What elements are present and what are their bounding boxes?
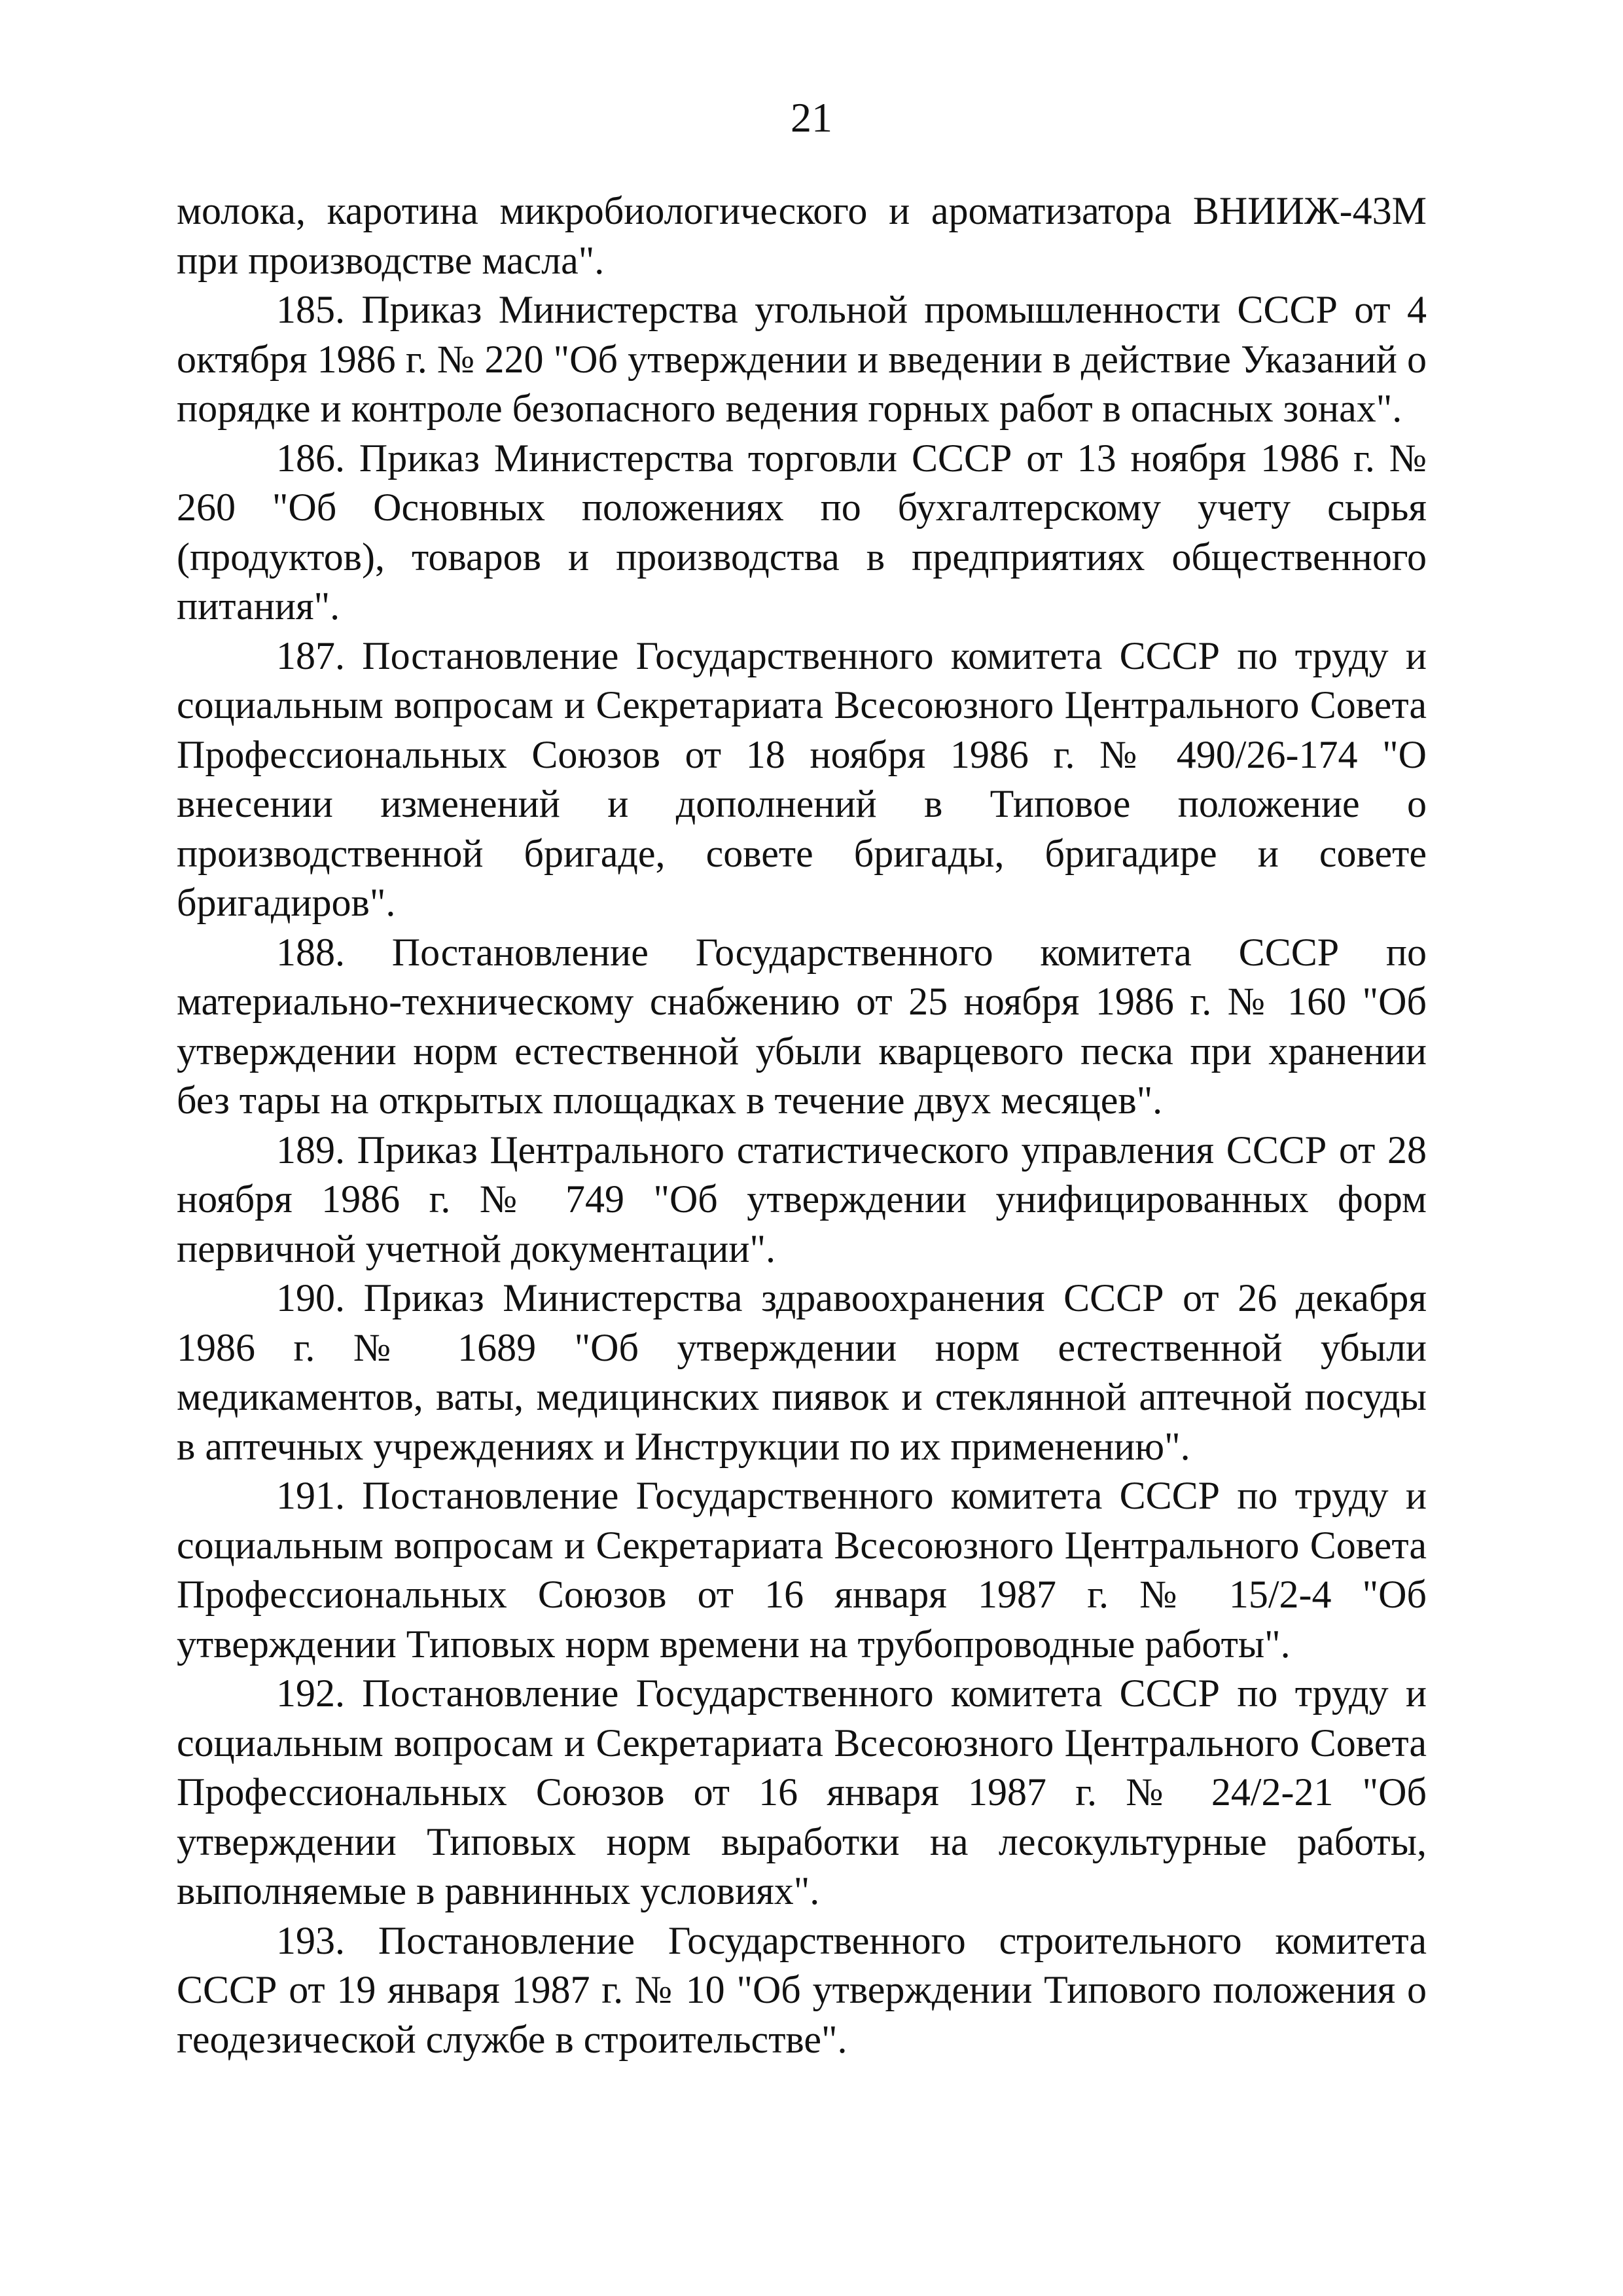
paragraph-item-192: 192. Постановление Государственного комитета СССР по труду и социальным вопросам и Секретариата Всесоюзного Центрального Совета Профессиональных Союзов от 16 января 1987 г. № 24/2-21 "Об утверждении Типовых норм выработки на лесокультурные работы, выполняемые в равнинных условиях". (177, 1672, 1427, 1912)
paragraph-item-191: 191. Постановление Государственного комитета СССР по труду и социальным вопросам и Секретариата Всесоюзного Центрального Совета Профессиональных Союзов от 16 января 1987 г. № 15/2-4 "Об утверждении Типовых норм времени на трубопроводные работы". (177, 1474, 1427, 1666)
paragraph-item-187: 187. Постановление Государственного комитета СССР по труду и социальным вопросам и Секретариата Всесоюзного Центрального Совета Профессиональных Союзов от 18 ноября 1986 г. № 490/26-174 "О внесении изменений и дополнений в Типовое положение о производственной бригаде, совете бригады, бригадире и совете бригадиров". (177, 634, 1427, 924)
paragraph-item-193: 193. Постановление Государственного строительного комитета СССР от 19 января 1987 г. № 10 "Об утверждении Типового положения о геодезической службе в строительстве". (177, 1918, 1427, 2061)
paragraph-continued: молока, каротина микробиологического и ароматизатора ВНИИЖ-43М при производстве масла". (177, 189, 1427, 282)
paragraph-item-188: 188. Постановление Государственного комитета СССР по материально-техническому снабжению от 25 ноября 1986 г. № 160 "Об утверждении норм естественной убыли кварцевого песка при хранении без тары на открытых площадках в течение двух месяцев". (177, 930, 1427, 1122)
paragraph-item-186: 186. Приказ Министерства торговли СССР от 13 ноября 1986 г. № 260 "Об Основных положениях по бухгалтерскому учету сырья (продуктов), товаров и производства в предприятиях общественного питания". (177, 436, 1427, 628)
paragraph-item-190: 190. Приказ Министерства здравоохранения СССР от 26 декабря 1986 г. № 1689 "Об утверждении норм естественной убыли медикаментов, ваты, медицинских пиявок и стеклянной аптечной посуды в аптечных учреждениях и Инструкции по их применению". (177, 1276, 1427, 1468)
paragraph-item-185: 185. Приказ Министерства угольной промышленности СССР от 4 октября 1986 г. № 220 "Об утверждении и введении в действие Указаний о порядке и контроле безопасного ведения горных работ в опасных зонах". (177, 288, 1427, 430)
page-number: 21 (791, 94, 832, 141)
document-body (177, 187, 1427, 2064)
paragraph-item-189: 189. Приказ Центрального статистического управления СССР от 28 ноября 1986 г. № 749 "Об утверждении унифицированных форм первичной учетной документации". (177, 1128, 1427, 1270)
